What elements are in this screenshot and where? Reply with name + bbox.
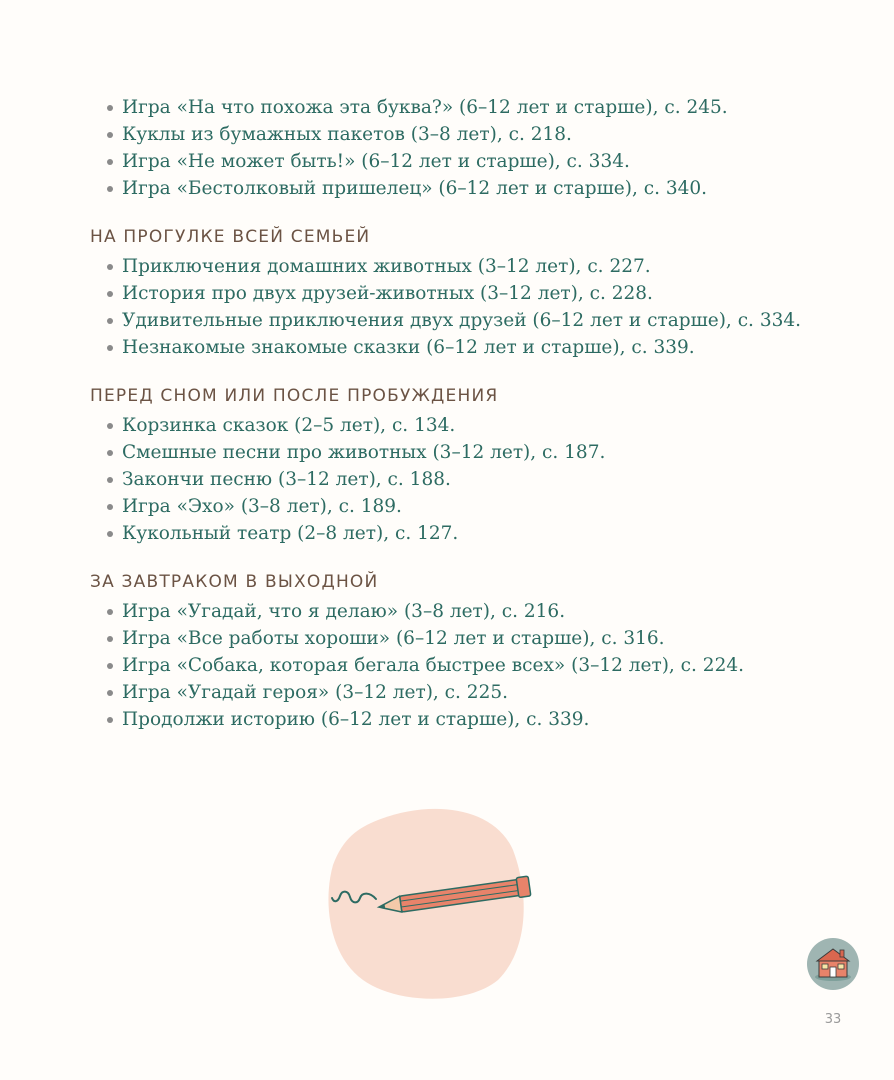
- bullet-icon: [107, 477, 113, 483]
- list-item: [90, 625, 830, 652]
- section-walk: [90, 226, 830, 361]
- bullet-icon: [107, 531, 113, 537]
- list-item: [90, 598, 830, 625]
- bullet-icon: [107, 132, 113, 138]
- section-breakfast: [90, 571, 830, 733]
- pencil-band: [516, 876, 531, 897]
- list-item: [90, 253, 830, 280]
- list-item-text: Игра «Собака, которая бегала быстрее всех» (3–12 лет), с. 224.: [122, 655, 744, 676]
- list-item: [90, 439, 830, 466]
- list-item: [90, 466, 830, 493]
- list-item-text: Закончи песню (3–12 лет), с. 188.: [122, 469, 451, 490]
- list-item: [90, 280, 830, 307]
- list-item: [90, 520, 830, 547]
- bullet-icon: [107, 318, 113, 324]
- list-item-text: Кукольный театр (2–8 лет), с. 127.: [122, 523, 459, 544]
- list-item-text: Смешные песни про животных (3–12 лет), с. 187.: [122, 442, 606, 463]
- house-badge: [806, 937, 860, 991]
- bullet-icon: [107, 291, 113, 297]
- list-item-text: Игра «Не может быть!» (6–12 лет и старше), с. 334.: [122, 151, 630, 172]
- bullet-icon: [107, 609, 113, 615]
- bullet-icon: [107, 504, 113, 510]
- bullet-icon: [107, 345, 113, 351]
- section-heading: НА ПРОГУЛКЕ ВСЕЙ СЕМЬЕЙ: [90, 227, 371, 247]
- list-item-text: Корзинка сказок (2–5 лет), с. 134.: [122, 415, 456, 436]
- list-item-text: История про двух друзей-животных (3–12 лет), с. 228.: [122, 283, 653, 304]
- list-item: [90, 652, 830, 679]
- house-icon: [806, 937, 860, 991]
- bullet-icon: [107, 663, 113, 669]
- list-item: [90, 412, 830, 439]
- item-list: [90, 598, 830, 733]
- list-item-text: Приключения домашних животных (3–12 лет), с. 227.: [122, 256, 651, 277]
- list-item: [90, 94, 830, 121]
- bullet-icon: [107, 264, 113, 270]
- bullet-icon: [107, 159, 113, 165]
- list-item: [90, 307, 830, 334]
- bullet-icon: [107, 105, 113, 111]
- section-heading: ПЕРЕД СНОМ ИЛИ ПОСЛЕ ПРОБУЖДЕНИЯ: [90, 386, 499, 406]
- bullet-icon: [107, 717, 113, 723]
- list-item-text: Игра «Эхо» (3–8 лет), с. 189.: [122, 496, 402, 517]
- list-item-text: Игра «Все работы хороши» (6–12 лет и старше), с. 316.: [122, 628, 665, 649]
- item-list: [90, 253, 830, 361]
- item-list: [90, 94, 830, 202]
- list-item: [90, 706, 830, 733]
- section-continued: [90, 94, 830, 202]
- bullet-icon: [107, 186, 113, 192]
- section-heading: ЗА ЗАВТРАКОМ В ВЫХОДНОЙ: [90, 572, 379, 592]
- list-item-text: Игра «На что похожа эта буква?» (6–12 лет и старше), с. 245.: [122, 97, 728, 118]
- list-item-text: Игра «Угадай, что я делаю» (3–8 лет), с. 216.: [122, 601, 566, 622]
- list-item: [90, 121, 830, 148]
- pencil-icon: [318, 800, 558, 1000]
- section-bedtime: [90, 385, 830, 547]
- list-item: [90, 334, 830, 361]
- bullet-icon: [107, 450, 113, 456]
- bullet-icon: [107, 423, 113, 429]
- list-item-text: Продолжи историю (6–12 лет и старше), с. 339.: [122, 709, 590, 730]
- list-item: [90, 493, 830, 520]
- list-item-text: Удивительные приключения двух друзей (6–12 лет и старше), с. 334.: [122, 310, 802, 331]
- pencil-illustration: [318, 800, 558, 1000]
- list-item-text: Куклы из бумажных пакетов (3–8 лет), с. 218.: [122, 124, 572, 145]
- list-item: [90, 679, 830, 706]
- list-item: [90, 175, 830, 202]
- list-item-text: Незнакомые знакомые сказки (6–12 лет и старше), с. 339.: [122, 337, 695, 358]
- item-list: [90, 412, 830, 547]
- bullet-icon: [107, 636, 113, 642]
- list-item: [90, 148, 830, 175]
- page-number: 33: [824, 1012, 842, 1027]
- bullet-icon: [107, 690, 113, 696]
- list-item-text: Игра «Бестолковый пришелец» (6–12 лет и старше), с. 340.: [122, 178, 708, 199]
- content: [90, 94, 830, 757]
- list-item-text: Игра «Угадай героя» (3–12 лет), с. 225.: [122, 682, 508, 703]
